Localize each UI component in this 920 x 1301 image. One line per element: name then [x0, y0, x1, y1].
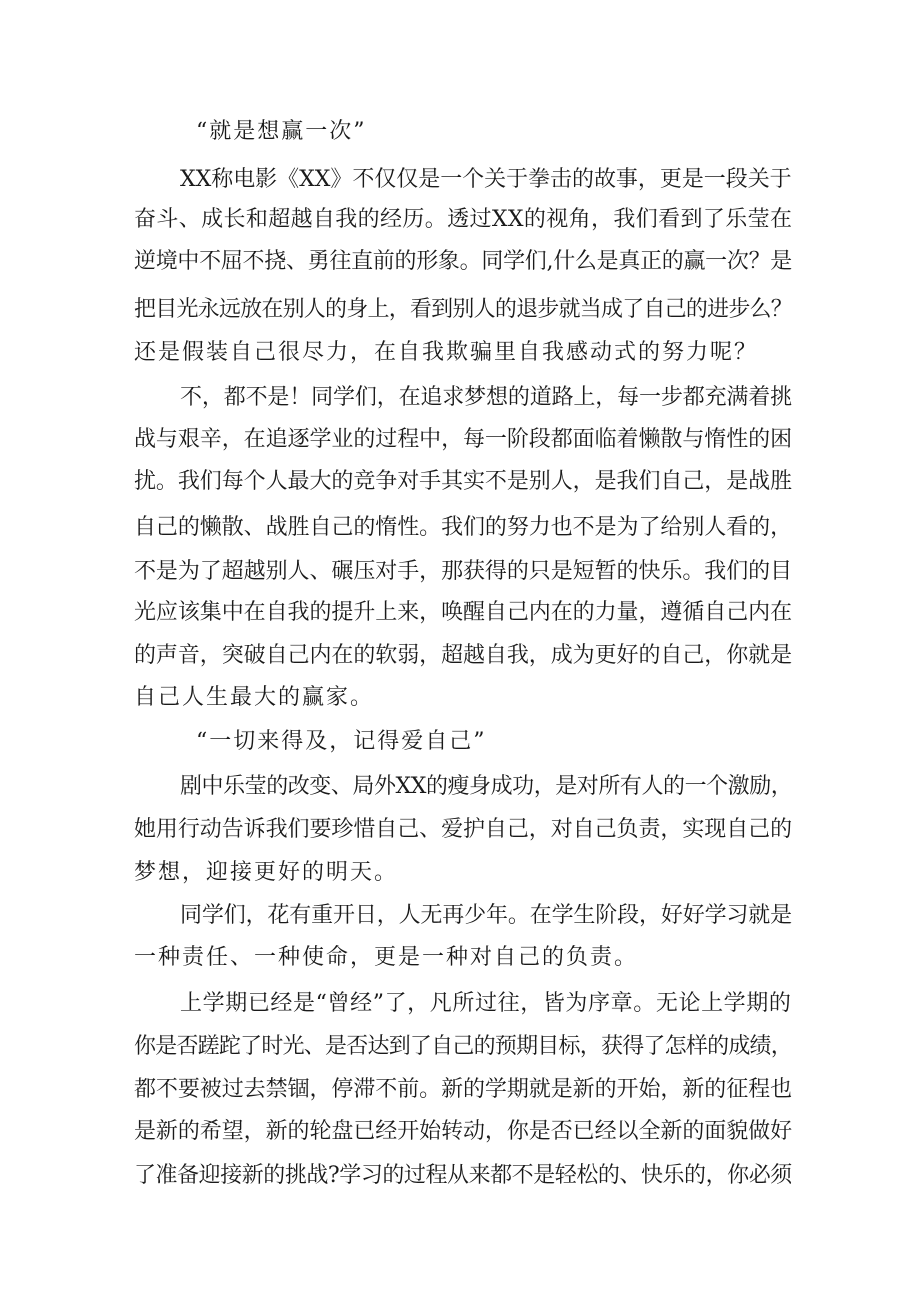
- paragraph-line: 还是假装自己很尽力，在自我欺骗里自我感动式的努力呢？: [134, 340, 759, 365]
- paragraph-line: 把目光永远放在别人的身上，看到别人的退步就当成了自己的进步么？: [134, 297, 793, 322]
- paragraph-line: 了准备迎接新的挑战?学习的过程从来都不是轻松的、快乐的，你必须: [134, 1163, 792, 1188]
- paragraph-line: 她用行动告诉我们要珍惜自己、爱护自己，对自己负责，实现自己的: [134, 817, 793, 842]
- paragraph-line: 光应该集中在自我的提升上来，唤醒自己内在的力量，遵循自己内在: [134, 600, 793, 625]
- section-heading: “一切来得及，记得爱自己”: [196, 729, 487, 754]
- paragraph-line: 上学期已经是“曾经”了，凡所过往，皆为序章。无论上学期的: [180, 991, 792, 1016]
- paragraph-line: 战与艰辛，在追逐学业的过程中，每一阶段都面临着懒散与惰性的困: [134, 427, 793, 452]
- paragraph-line: 不是为了超越别人、碾压对手，那获得的只是短暂的快乐。我们的目: [134, 559, 793, 584]
- paragraph-line: 梦想，迎接更好的明天。: [134, 860, 399, 885]
- section-heading: “就是想赢一次”: [196, 119, 367, 144]
- paragraph-line: 你是否蹉跎了时光、是否达到了自己的预期目标，获得了怎样的成绩，: [134, 1034, 793, 1059]
- paragraph-line: 都不要被过去禁锢，停滞不前。新的学期就是新的开始，新的征程也: [134, 1077, 793, 1102]
- paragraph-line: 自己的懒散、战胜自己的惰性。我们的努力也不是为了给别人看的，: [134, 515, 793, 540]
- paragraph-line: 一种责任、一种使命，更是一种对自己的负责。: [134, 945, 639, 970]
- paragraph-line: 是新的希望，新的轮盘已经开始转动，你是否已经以全新的面貌做好: [134, 1119, 793, 1144]
- paragraph-line: 不，都不是！同学们，在追求梦想的道路上，每一步都充满着挑: [180, 385, 793, 410]
- paragraph-line: 自己人生最大的赢家。: [134, 685, 375, 710]
- paragraph-line: 逆境中不屈不挠、勇往直前的形象。同学们,什么是真正的赢一次？是: [134, 249, 792, 274]
- paragraph-line: 的声音，突破自己内在的软弱，超越自我，成为更好的自己，你就是: [134, 643, 793, 668]
- paragraph-line: 同学们，花有重开日，人无再少年。在学生阶段，好好学习就是: [180, 903, 793, 928]
- paragraph-line: 剧中乐莹的改变、局外XX的瘦身成功，是对所有人的一个激励，: [180, 774, 793, 799]
- paragraph-line: 奋斗、成长和超越自我的经历。透过XX的视角，我们看到了乐莹在: [134, 207, 793, 232]
- paragraph-line: XX称电影《XX》不仅仅是一个关于拳击的故事，更是一段关于: [180, 167, 792, 192]
- paragraph-line: 扰。我们每个人最大的竞争对手其实不是别人，是我们自己，是战胜: [134, 469, 793, 494]
